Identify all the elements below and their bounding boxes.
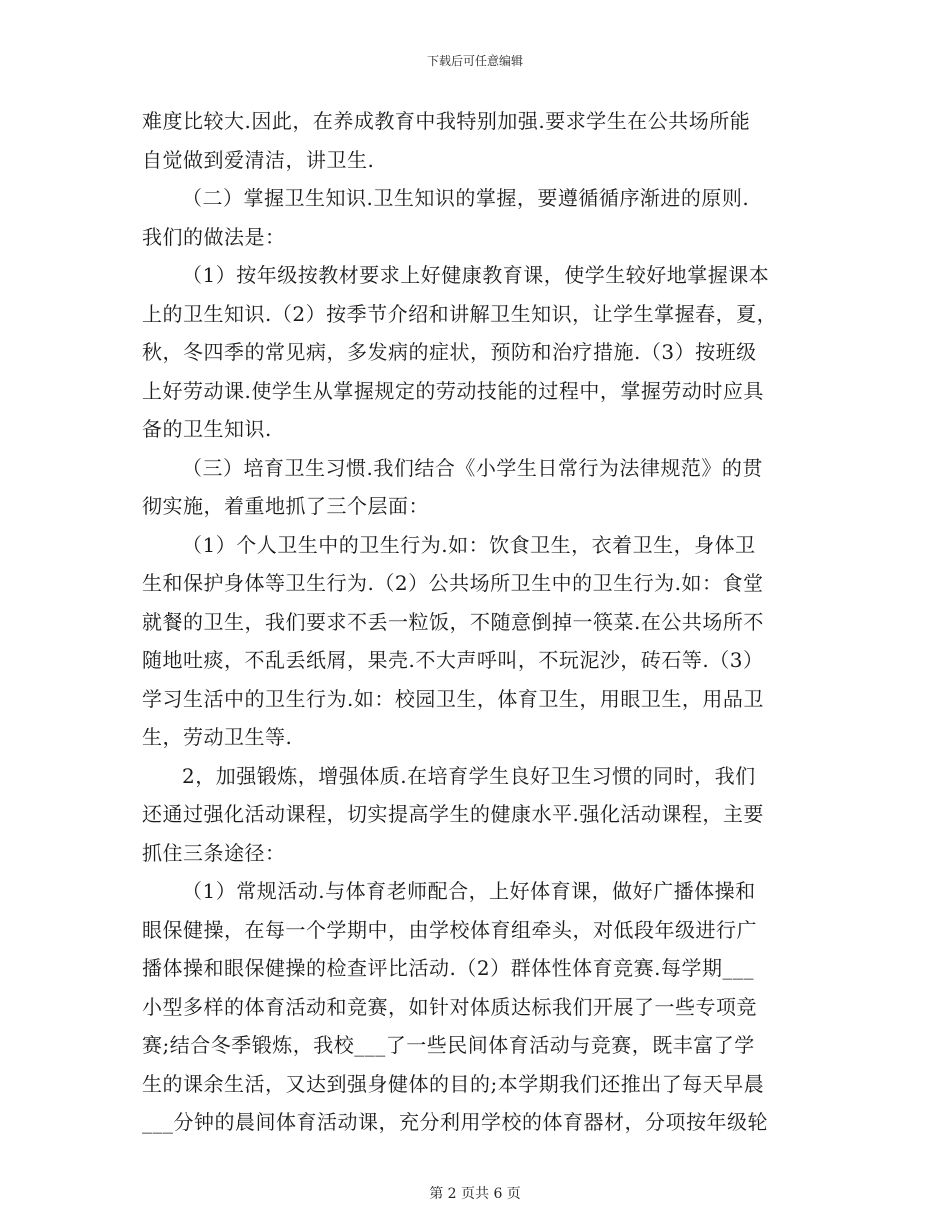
- text-line: （三）培育卫生习惯.我们结合《小学生日常行为法律规范》的贯: [182, 455, 763, 480]
- text-line: 随地吐痰，不乱丢纸屑，果壳.不大声呼叫，不玩泥沙，砖石等.（3）: [142, 648, 764, 672]
- text-line: 小型多样的体育活动和竞赛，如针对体质达标我们开展了一些专项竞: [142, 994, 757, 1019]
- text-line: 上的卫生知识.（2）按季节介绍和讲解卫生知识，让学生掌握春，夏，: [142, 301, 778, 326]
- text-line: 生的课余生活，又达到强身健体的目的;本学期我们还推出了每天早晨: [142, 1071, 765, 1096]
- page-header: 下载后可任意编辑: [426, 54, 523, 68]
- text-line: 生，劳动卫生等.: [142, 725, 293, 749]
- text-line: （1）按年级按教材要求上好健康教育课，使学生较好地掌握课本: [182, 263, 770, 287]
- text-line: 赛;结合冬季锻炼，我校___了一些民间体育活动与竞赛，既丰富了学: [142, 1033, 755, 1057]
- text-line: 2，加强锻炼，增强体质.在培育学生良好卫生习惯的同时，我们: [182, 763, 756, 788]
- text-line: 自觉做到爱清洁，讲卫生.: [142, 147, 375, 172]
- text-line: 备的卫生知识.: [142, 417, 272, 441]
- text-line: 上好劳动课.使学生从掌握规定的劳动技能的过程中，掌握劳动时应具: [142, 378, 764, 403]
- text-line: 播体操和眼保健操的检查评比活动.（2）群体性体育竞赛.每学期___: [142, 956, 754, 980]
- text-line: 就餐的卫生，我们要求不丢一粒饭，不随意倒掉一筷菜.在公共场所不: [142, 609, 764, 634]
- text-line: 眼保健操，在每一个学期中，由学校体育组牵头，对低段年级进行广: [142, 917, 757, 942]
- text-line: 生和保护身体等卫生行为.（2）公共场所卫生中的卫生行为.如：食堂: [142, 571, 764, 595]
- text-line: （二）掌握卫生知识.卫生知识的掌握，要遵循循序渐进的原则.: [182, 186, 750, 210]
- text-line: 秋，冬四季的常见病，多发病的症状，预防和治疗措施.（3）按班级: [142, 340, 757, 364]
- text-line: 难度比较大.因此，在养成教育中我特别加强.要求学生在公共场所能: [142, 109, 751, 133]
- text-line: 还通过强化活动课程，切实提高学生的健康水平.强化活动课程，主要: [142, 802, 764, 826]
- page-footer: 第 2 页共 6 页: [429, 1186, 521, 1202]
- text-line: （1）个人卫生中的卫生行为.如：饮食卫生，衣着卫生，身体卫: [182, 532, 756, 557]
- text-line: 彻实施，着重地抓了三个层面：: [142, 494, 429, 518]
- text-line: 我们的做法是：: [142, 224, 286, 249]
- text-line: 学习生活中的卫生行为.如：校园卫生，体育卫生，用眼卫生，用品卫: [142, 686, 764, 711]
- text-line: ___分钟的晨间体育活动课，充分利用学校的体育器材，分项按年级轮: [142, 1110, 768, 1134]
- document-body: [142, 102, 802, 1142]
- text-line: （1）常规活动.与体育老师配合，上好体育课，做好广播体操和: [182, 879, 756, 903]
- text-line: 抓住三条途径：: [142, 840, 286, 865]
